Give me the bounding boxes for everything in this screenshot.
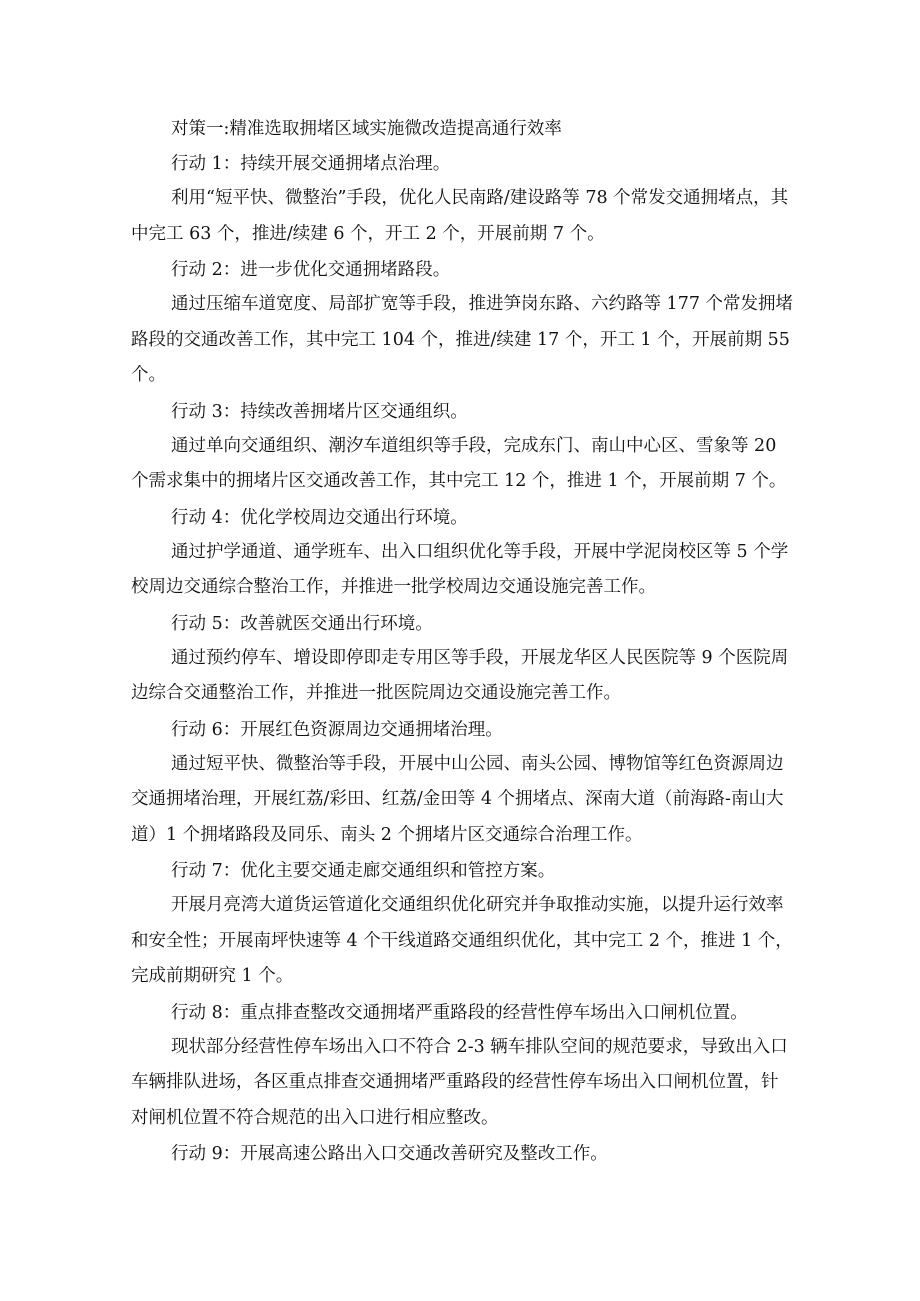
action-5-body: 通过预约停车、增设即停即走专用区等手段，开展龙华区人民医院等 9 个医院周边综合交通整治工作，并推进一批医院周边交通设施完善工作。 (131, 647, 789, 703)
action-9-title: 行动 9：开展高速公路出入口交通改善研究及整改工作。 (171, 1144, 608, 1164)
action-4-title: 行动 4：优化学校周边交通出行环境。 (171, 507, 468, 528)
action-7-body: 开展月亮湾大道货运管道化交通组织优化研究并争取推动实施，以提升运行效率和安全性；开展南坪快速等 4 个干线道路交通组织优化，其中完工 2 个，推进 1 个，完成前期研究 1 个。 (131, 895, 793, 986)
action-3-title: 行动 3：持续改善拥堵片区交通组织。 (171, 401, 468, 422)
action-1-title: 行动 1：持续开展交通拥堵点治理。 (171, 154, 451, 174)
action-8-title: 行动 8：重点排查整改交通拥堵严重路段的经营性停车场出入口闸机位置。 (171, 1002, 748, 1023)
strategy-heading: 对策一:精准选取拥堵区域实施微改造提高通行效率 (171, 119, 562, 139)
action-2-title: 行动 2：进一步优化交通拥堵路段。 (171, 260, 451, 280)
action-3-body: 通过单向交通组织、潮汐车道组织等手段，完成东门、南山中心区、雪象等 20 个需求集中的拥堵片区交通改善工作，其中完工 12 个，推进 1 个，开展前期 7 个。 (131, 435, 787, 491)
action-5-title: 行动 5：改善就医交通出行环境。 (171, 613, 433, 634)
action-4-body: 通过护学通道、通学班车、出入口组织优化等手段，开展中学泥岗校区等 5 个学校周边交通综合整治工作，并推进一批学校周边交通设施完善工作。 (131, 541, 789, 597)
action-1-body: 利用“短平快、微整治”手段，优化人民南路/建设路等 78 个常发交通拥堵点，其中完工 63 个，推进/续建 6 个，开工 2 个，开展前期 7 个。 (131, 188, 789, 244)
action-2-body: 通过压缩车道宽度、局部扩宽等手段，推进笋岗东路、六约路等 177 个常发拥堵路段的交通改善工作，其中完工 104 个，推进/续建 17 个，开工 1 个，开展前期 55 个。 (131, 294, 794, 385)
action-6-title: 行动 6：开展红色资源周边交通拥堵治理。 (171, 719, 503, 740)
document-content (131, 117, 795, 1177)
action-6-body: 通过短平快、微整治等手段，开展中山公园、南头公园、博物馆等红色资源周边交通拥堵治理，开展红荔/彩田、红荔/金田等 4 个拥堵点、深南大道（前海路-南山大道）1 个拥堵路段及同乐、南头 2 个拥堵片区交通综合治理工作。 (131, 753, 784, 845)
action-8-body: 现状部分经营性停车场出入口不符合 2-3 辆车排队空间的规范要求，导致出入口车辆排队进场，各区重点排查交通拥堵严重路段的经营性停车场出入口闸机位置，针对闸机位置不符合规范的出入口进行相应整改。 (131, 1036, 788, 1128)
action-7-title: 行动 7：优化主要交通走廊交通组织和管控方案。 (171, 861, 556, 881)
